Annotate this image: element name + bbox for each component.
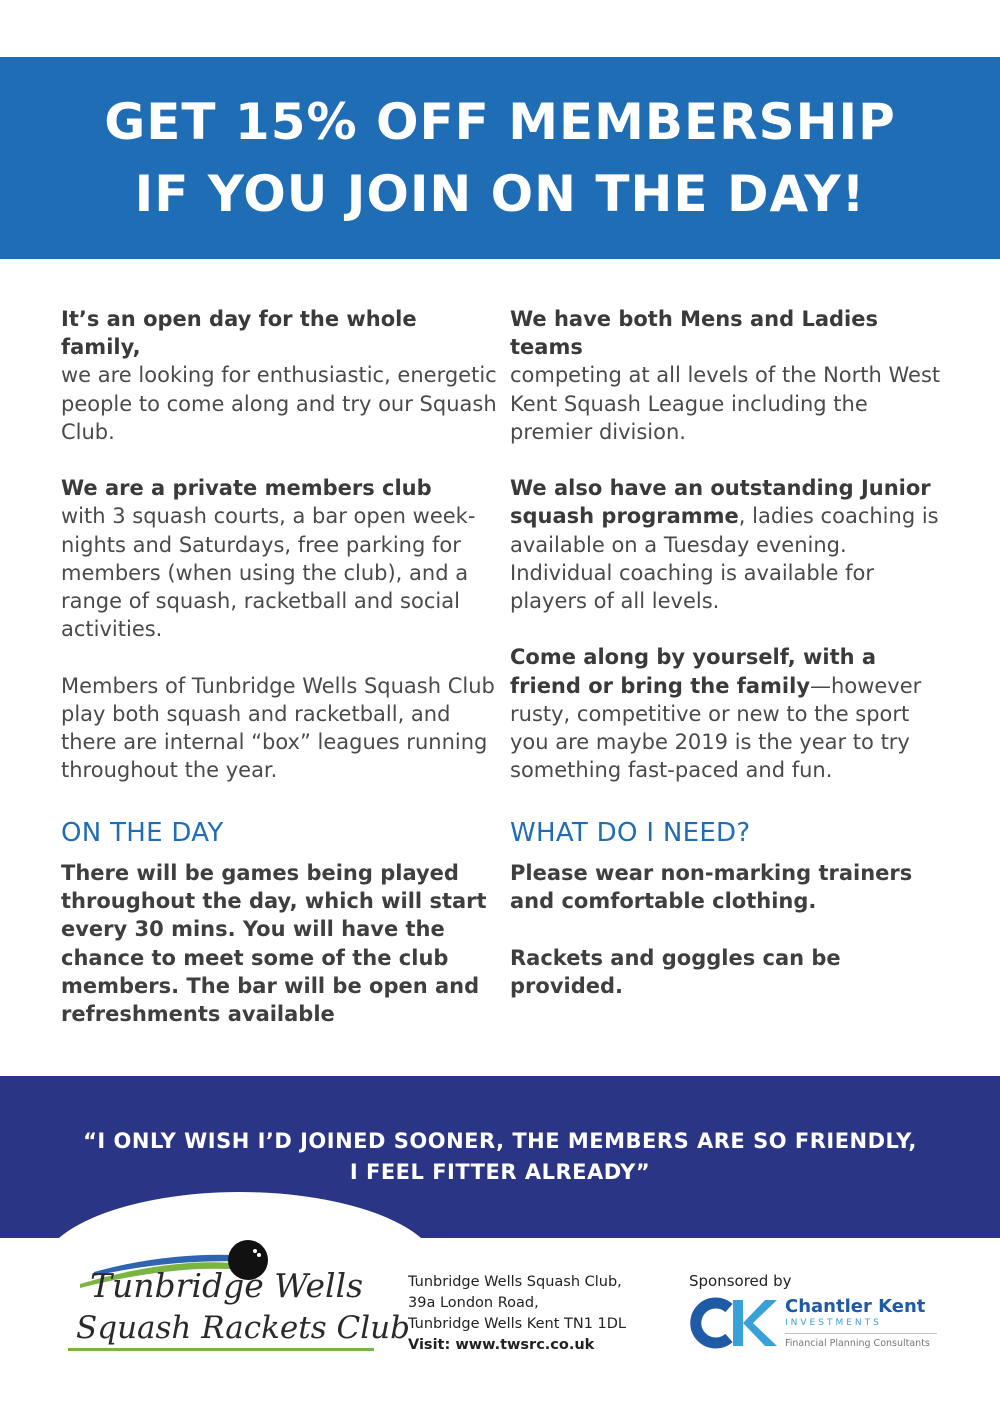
on-the-day-heading: ON THE DAY (61, 818, 224, 848)
quote-line-1: “I ONLY WISH I’D JOINED SOONER, THE MEMBERS ARE SO FRIENDLY, (83, 1129, 917, 1153)
sponsor-name: Chantler Kent (785, 1296, 926, 1317)
intro-right-p1-text: competing at all levels of the North West Kent Squash League including the premier division. (510, 363, 941, 444)
testimonial-band (0, 1076, 1000, 1238)
address-line-2: 39a London Road, (408, 1295, 539, 1311)
intro-right-column (510, 305, 950, 813)
intro-left-p3-text: Members of Tunbridge Wells Squash Club play both squash and racketball, and there are internal “box” leagues running throughout the year. (61, 673, 495, 783)
intro-right-paragraph-2 (510, 474, 950, 615)
banner-line-2: IF YOU JOIN ON THE DAY! (134, 165, 866, 223)
intro-right-paragraph-3 (510, 643, 950, 784)
intro-right-p2-text: , ladies coaching is available on a Tuesday evening. Individual coaching is available for players of all levels. (510, 504, 939, 614)
sponsor-logo (689, 1296, 949, 1356)
sponsor-divider (785, 1333, 937, 1334)
what-do-i-need-text-1: Please wear non-marking trainers and comfortable clothing. (510, 861, 913, 914)
logo-line-2: Squash Rackets Club (76, 1310, 410, 1346)
intro-right-p2-bold: We also have an outstanding Junior squash programme (510, 476, 931, 529)
address-line-3: Tunbridge Wells Kent TN1 1DL (408, 1316, 626, 1332)
intro-left-p2-text: with 3 squash courts, a bar open week-nights and Saturdays, free parking for members (when using the club), and a range of squash, racketball and social activities. (61, 504, 476, 642)
ck-mark-icon (689, 1296, 779, 1350)
intro-left-paragraph-3 (61, 672, 501, 785)
intro-right-p1-bold: We have both Mens and Ladies teams (510, 307, 878, 360)
intro-right-p3-text: —however rusty, competitive or new to the sport you are maybe 2019 is the year to try something fast-paced and fun. (510, 673, 922, 783)
intro-left-column (61, 305, 501, 813)
on-the-day-text: There will be games being played throughout the day, which will start every 30 mins. You will have the chance to meet some of the club members. The bar will be open and refreshments available (61, 861, 487, 1027)
intro-left-p1-bold: It’s an open day for the whole family, (61, 307, 417, 360)
logo-arc-shape (40, 1192, 440, 1238)
intro-right-paragraph-1 (510, 305, 950, 446)
logo-line-1: Tunbridge Wells (90, 1266, 364, 1305)
what-do-i-need-text-2: Rackets and goggles can be provided. (510, 945, 841, 998)
on-the-day-section (61, 859, 491, 1056)
club-logo (64, 1236, 410, 1356)
intro-right-p3-bold: Come along by yourself, with a friend or bring the family (510, 645, 877, 698)
what-do-i-need-heading: WHAT DO I NEED? (510, 818, 751, 848)
quote-line-2: I FEEL FITTER ALREADY” (349, 1160, 651, 1184)
website-link[interactable]: Visit: www.twsrc.co.uk (408, 1337, 595, 1353)
what-do-i-need-section (510, 859, 950, 1028)
address-line-1: Tunbridge Wells Squash Club, (408, 1274, 622, 1290)
banner-line-1: GET 15% OFF MEMBERSHIP (104, 93, 896, 151)
sponsor-sub-investments: INVESTMENTS (785, 1318, 882, 1328)
intro-left-paragraph-2 (61, 474, 501, 643)
testimonial-quote (0, 1126, 1000, 1188)
intro-left-paragraph-1 (61, 305, 501, 446)
sponsor-label: Sponsored by (689, 1272, 792, 1290)
intro-left-p1-text: we are looking for enthusiastic, energetic people to come along and try our Squash Club. (61, 363, 497, 444)
sponsor-sub-tagline: Financial Planning Consultants (785, 1338, 930, 1349)
club-address (408, 1272, 626, 1356)
intro-left-p2-bold: We are a private members club (61, 476, 432, 501)
offer-banner (0, 57, 1000, 259)
